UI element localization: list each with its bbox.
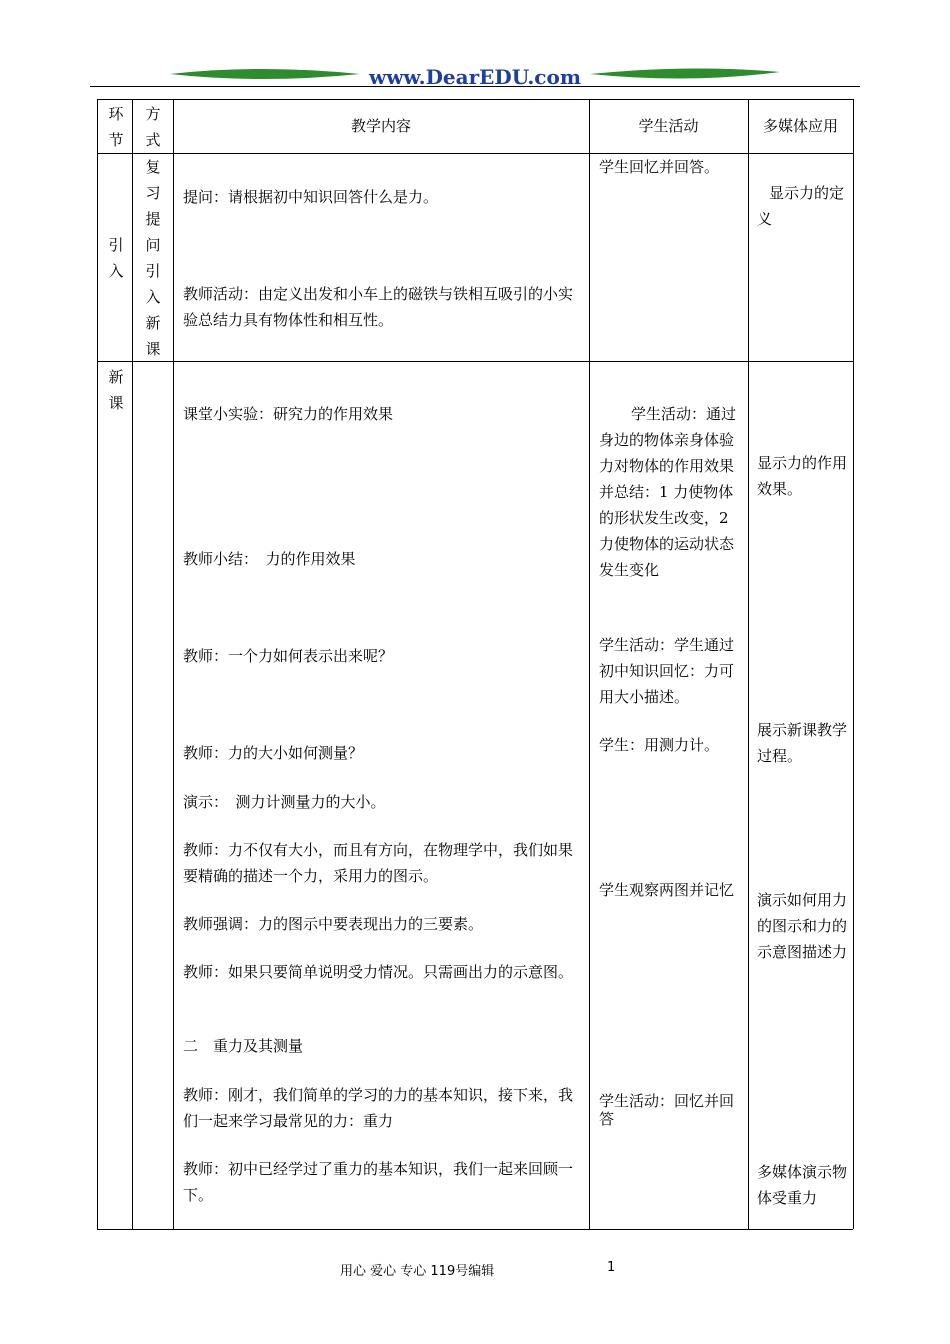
site-banner <box>90 58 860 98</box>
header-stage: 环节 <box>108 105 124 149</box>
row1-content-teacher: 教师活动：由定义出发和小车上的磁铁与铁相互吸引的小实验总结力具有物体性和相互性。 <box>183 285 574 329</box>
row1-content-question: 提问：请根据初中知识回答什么是力。 <box>183 188 439 206</box>
row2-content-item: 演示： 测力计测量力的大小。 <box>183 793 386 811</box>
row2-media-item: 多媒体演示物体受重力 <box>757 1163 848 1207</box>
row2-content-item: 教师：如果只要简单说明受力情况。只需画出力的示意图。 <box>183 963 574 981</box>
row2-stage: 新课 <box>108 368 124 412</box>
row2-content-item: 教师：刚才，我们简单的学习的力的基本知识，接下来，我们一起来学习最常见的力：重力 <box>183 1086 574 1130</box>
header-rule <box>90 86 860 87</box>
row2-student-item: 学生活动：学生通过初中知识回忆：力可用大小描述。 <box>599 636 735 706</box>
header-media: 多媒体应用 <box>762 117 838 135</box>
row2-content-item: 教师：力的大小如何测量？ <box>183 744 364 762</box>
row1-method: 复习提问引入新课 <box>145 158 161 358</box>
page-number: 1 <box>607 1260 616 1275</box>
row2-content-item: 教师：初中已经学过了重力的基本知识，我们一起来回顾一下。 <box>183 1160 574 1204</box>
banner-text: www.DearEDU.com <box>368 65 582 89</box>
row1-media: 显示力的定义 <box>757 184 845 228</box>
row2-media-item: 演示如何用力的图示和力的示意图描述力 <box>757 891 848 961</box>
header-method: 方式 <box>145 105 161 149</box>
row2-student-item: 学生：用测力计。 <box>599 736 720 754</box>
row2-student-item: 学生观察两图并记忆 <box>599 881 735 899</box>
row2-media-item: 展示新课教学过程。 <box>757 721 848 765</box>
row2-content-item: 二 重力及其测量 <box>183 1037 304 1055</box>
row2-content-item: 教师强调：力的图示中要表现出力的三要素。 <box>183 915 484 933</box>
left-swoosh <box>170 69 360 79</box>
row1-stage: 引入 <box>108 236 124 280</box>
row2-student-item: 学生活动：回忆并回答 <box>599 1092 735 1128</box>
header-content: 教学内容 <box>350 117 411 135</box>
footer-text: 用心 爱心 专心 119号编辑 <box>340 1264 495 1279</box>
row2-content-item: 教师小结： 力的作用效果 <box>183 550 356 568</box>
row2-student-item: 学生活动：通过身边的物体亲身体验力对物体的作用效果并总结：1 力使物体的形状发生改变，2 力使物体的运动状态发生变化 <box>599 405 737 579</box>
header-student: 学生活动 <box>638 117 699 135</box>
row2-media-item: 显示力的作用效果。 <box>757 454 848 498</box>
row2-content-item: 教师：力不仅有大小，而且有方向，在物理学中，我们如果要精确的描述一个力，采用力的图示。 <box>183 841 574 885</box>
right-swoosh <box>590 68 780 78</box>
row2-content-item: 教师：一个力如何表示出来呢？ <box>183 647 394 665</box>
row2-content-item: 课堂小实验：研究力的作用效果 <box>183 405 394 423</box>
row1-student: 学生回忆并回答。 <box>599 158 720 176</box>
